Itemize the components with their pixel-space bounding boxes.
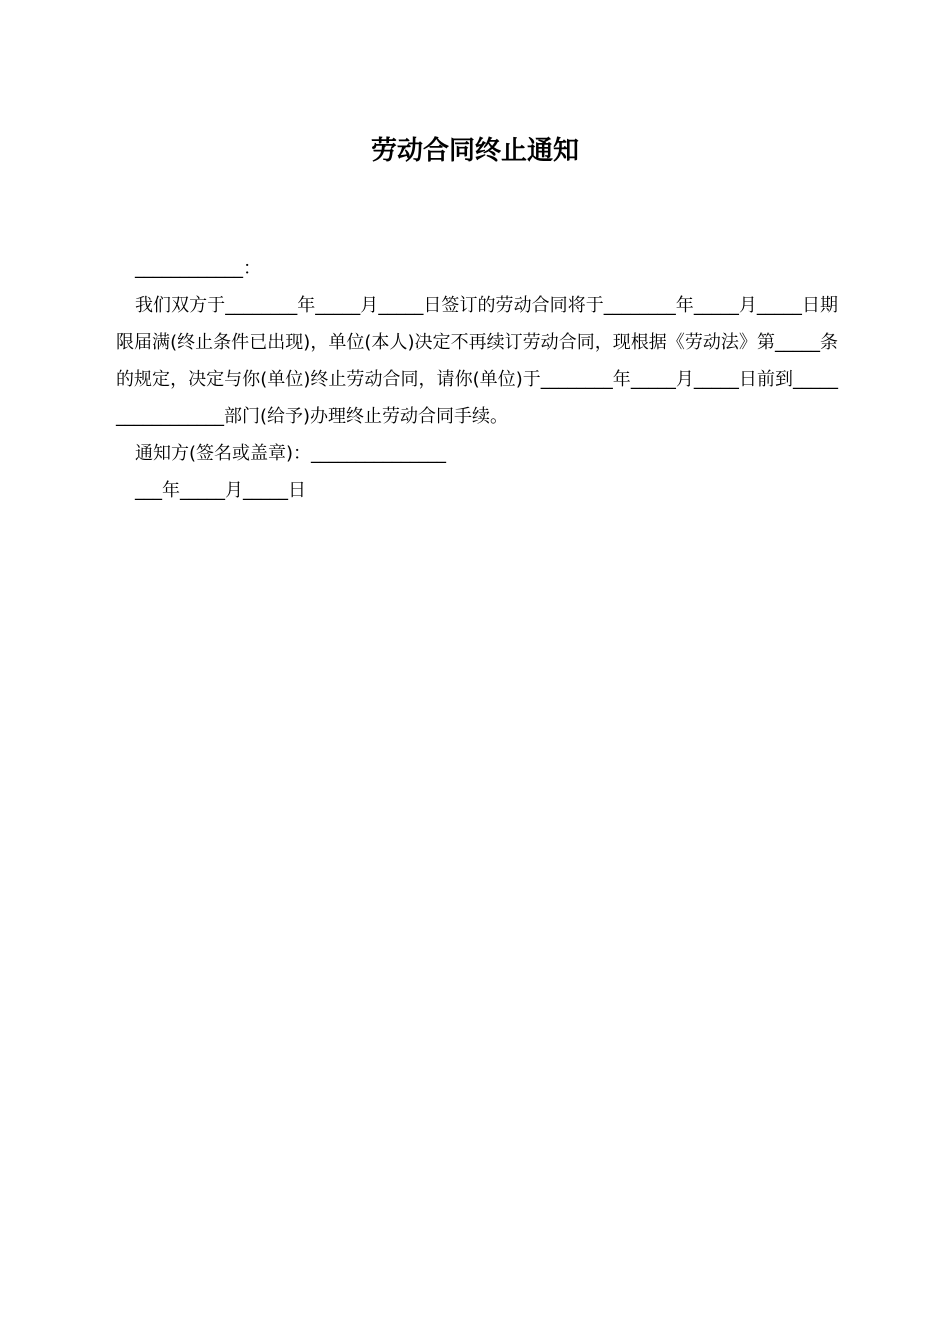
salutation-line: ____________： (135, 258, 261, 279)
date-line: ___年_____月_____日 (135, 480, 306, 501)
notifier-signature-line: 通知方(签名或盖章)：_______________ (135, 443, 447, 464)
document-body (116, 250, 838, 509)
notice-paragraph: 我们双方于________年_____月_____日签订的劳动合同将于________年_____月_____日期限届满(终止条件已出现)，单位(本人)决定不再续订劳动合同，现根据《劳动法》第_____条的规定，决定与你(单位)终止劳动合同，请你(单位)于________年_____月_____日前到_________________部门(给予)办理终止劳动合同手续。 (116, 295, 838, 427)
document-title: 劳动合同终止通知 (370, 136, 579, 166)
